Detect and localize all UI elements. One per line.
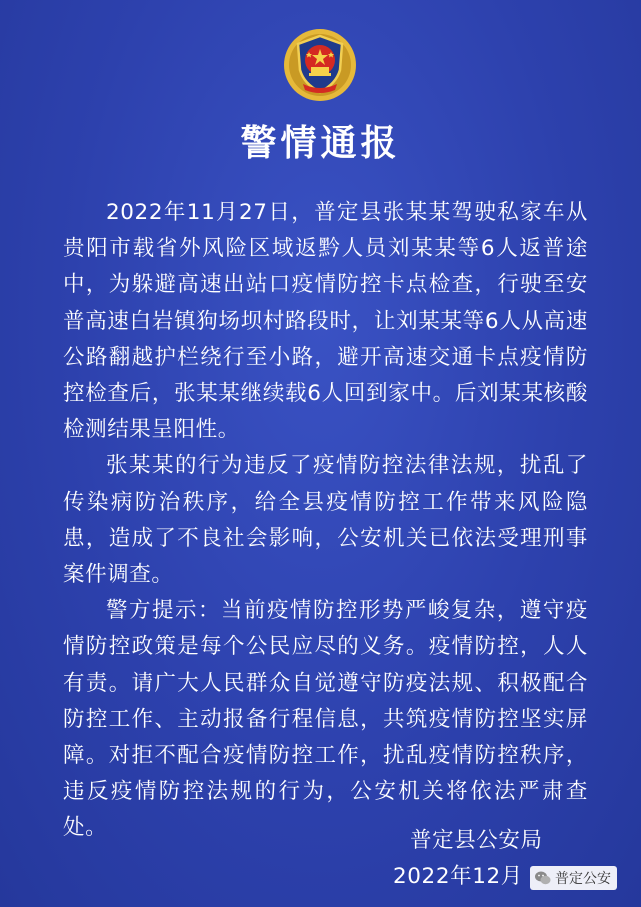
paragraph-incident: 2022年11月27日，普定县张某某驾驶私家车从贵阳市载省外风险区域返黔人员刘某某等6人返普途中，为躲避高速出站口疫情防控卡点检查，行驶至安普高速白岩镇狗场坝村路段时，让刘某某等6人从高速公路翻越护栏绕行至小路，避开高速交通卡点疫情防控检查后，张某某继续载6人回到家中。后刘某某核酸检测结果呈阳性。 <box>63 200 588 443</box>
paragraph-warning: 警方提示：当前疫情防控形势严峻复杂，遵守疫情防控政策是每个公民应尽的义务。疫情防控，人人有责。请广大人民群众自觉遵守防疫法规、积极配合防控工作、主动报备行程信息，共筑疫情防控坚实屏障。对拒不配合疫情防控工作，扰乱疫情防控秩序，违反疫情防控法规的行为，公安机关将依法严肃查处。 <box>63 598 588 841</box>
issuer-signature: 普定县公安局 <box>410 828 543 853</box>
police-emblem-icon <box>279 22 361 104</box>
wechat-icon <box>534 869 552 887</box>
wechat-watermark <box>530 866 617 890</box>
issue-date: 2022年12月 <box>393 864 523 889</box>
watermark-label: 普定公安 <box>555 871 611 887</box>
notice-body <box>63 195 588 847</box>
page-title: 警情通报 <box>240 123 401 164</box>
paragraph-violation: 张某某的行为违反了疫情防控法律法规，扰乱了传染病防治秩序，给全县疫情防控工作带来风险隐患，造成了不良社会影响，公安机关已依法受理刑事案件调查。 <box>63 453 588 588</box>
